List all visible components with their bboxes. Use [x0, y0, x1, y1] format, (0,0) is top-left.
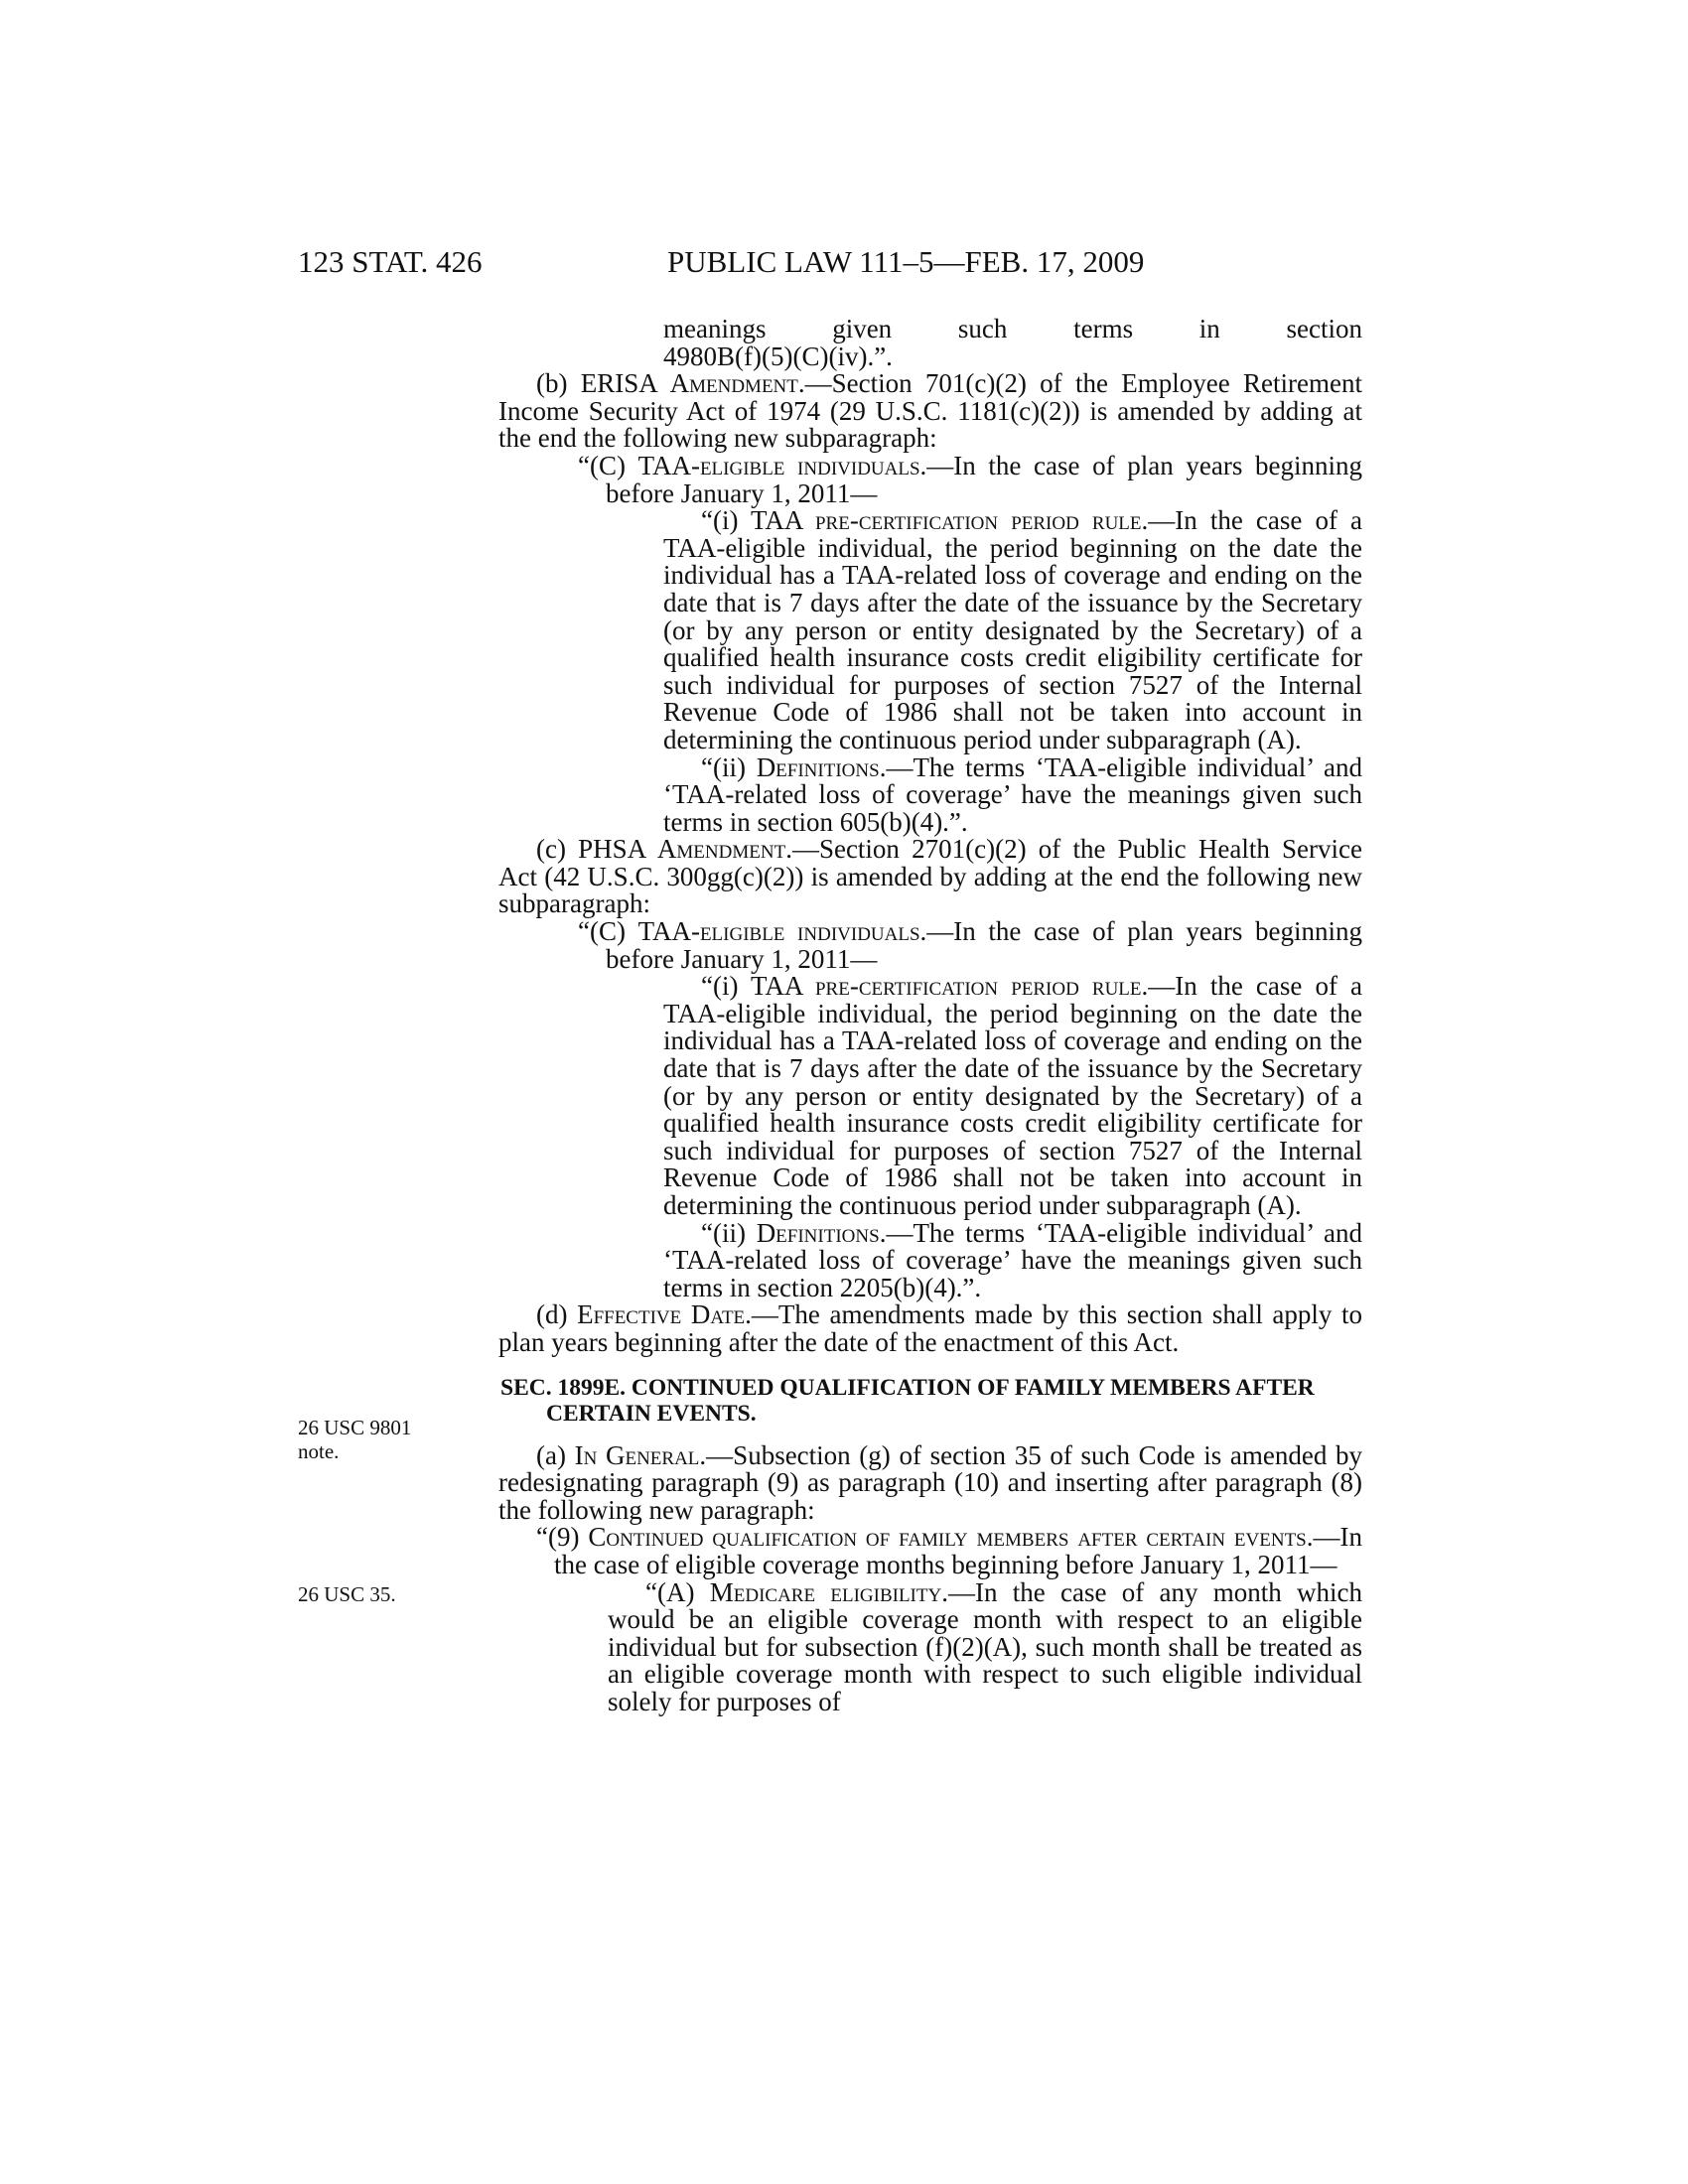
- clause-ii-heading: Definitions: [756, 1217, 880, 1248]
- clause-i-heading: pre-certification period rule: [814, 505, 1142, 536]
- subsection-b-clause-i: [498, 507, 1362, 753]
- subparagraph-a-text: .—In the case of any month which would be an eligible coverage month with respect to an eligible individual but for subsection (f)(2)(A), such month shall be treated as an eligible coverage month with respect to such eligible individual solely for purposes of: [608, 1576, 1363, 1716]
- clause-ii-number: “(ii): [701, 751, 757, 782]
- subsection-d: [498, 1301, 1362, 1356]
- paragraph-9-text: .—In the case of eligible coverage months beginning before January 1, 2011—: [554, 1522, 1363, 1579]
- subsection-a-text: .—Subsection (g) of section 35 of such Code is amended by redesignating paragraph (9) as paragraph (10) and inserting after paragraph (8) the following new paragraph:: [498, 1439, 1362, 1525]
- margin-note-9801: [298, 1416, 411, 1463]
- subsection-a: [498, 1439, 1362, 1525]
- subsection-d-heading: Effective Date: [577, 1299, 746, 1330]
- subsection-d-number: (d): [536, 1299, 578, 1330]
- subsection-b-subparagraph-c: [498, 450, 1362, 508]
- statute-body: [498, 316, 1362, 1716]
- margin-note-35: 26 USC 35.: [298, 1582, 396, 1606]
- clause-ii-text: .—The terms ‘TAA-eligible individual’ and ‘TAA-related loss of coverage’ have the meanings given such terms in section 2205(b)(4).”.: [663, 1217, 1362, 1302]
- section-heading: SEC. 1899E. CONTINUED QUALIFICATION OF FAMILY MEMBERS AFTER CERTAIN EVENTS.: [500, 1374, 1315, 1427]
- subsection-c-clause-ii: [498, 1217, 1362, 1302]
- subparagraph-c-text: .—In the case of plan years beginning before January 1, 2011—: [606, 916, 1362, 974]
- subsection-d-text: .—The amendments made by this section shall apply to plan years beginning after the date of the enactment of this Act.: [498, 1299, 1363, 1357]
- clause-i-text: .—In the case of a TAA-eligible individual, the period beginning on the date the individual has a TAA-related loss of coverage and ending on the date that is 7 days after the date of the issuance by the Secretary (or by any person or entity designated by the Secretary) of a qualified health insurance costs credit eligibility certificate for such individual for purposes of section 7527 of the Internal Revenue Code of 1986 shall not be taken into account in determining the continuous period under subparagraph (A).: [663, 971, 1362, 1220]
- paragraph-9-heading: Continued qualification of family members after certain events: [588, 1522, 1307, 1553]
- margin-note-9801-line2: note.: [298, 1439, 340, 1463]
- subsection-c-number: (c) PHSA: [536, 834, 657, 865]
- subsection-b-text: .—Section 701(c)(2) of the Employee Retirement Income Security Act of 1974 (29 U.S.C. 1181(c)(2)) is amended by adding at the end the following new subparagraph:: [498, 368, 1362, 454]
- clause-i-heading: pre-certification period rule: [814, 971, 1142, 1002]
- subsection-b: [498, 370, 1362, 453]
- subparagraph-c-text: .—In the case of plan years beginning before January 1, 2011—: [606, 450, 1362, 508]
- paragraph-9-number: “(9): [536, 1522, 589, 1553]
- subsection-c-clause-i: [498, 973, 1362, 1219]
- subparagraph-a: [498, 1576, 1363, 1716]
- page-running-header: PUBLIC LAW 111–5—FEB. 17, 2009: [667, 244, 1145, 279]
- subsection-a-number: (a): [536, 1439, 575, 1470]
- continuation-line-2: 4980B(f)(5)(C)(iv).”.: [663, 341, 893, 371]
- subparagraph-a-number: “(A): [645, 1576, 710, 1607]
- subsection-c: [498, 836, 1362, 918]
- paragraph-9: [498, 1524, 1362, 1578]
- clause-i-number: “(i) TAA: [701, 505, 815, 536]
- subsection-b-heading: Amendment: [669, 368, 798, 399]
- continuation-line-1: meanings given such terms in section: [663, 314, 1362, 343]
- subparagraph-a-heading: Medicare eligibility: [709, 1576, 942, 1607]
- subsection-b-clause-ii: [498, 751, 1362, 837]
- subparagraph-c-number: “(C): [578, 450, 638, 480]
- clause-i-number: “(i) TAA: [701, 971, 815, 1002]
- margin-note-9801-line1: 26 USC 9801: [298, 1416, 412, 1439]
- subsection-c-heading: Amendment: [656, 834, 786, 865]
- subsection-c-text: .—Section 2701(c)(2) of the Public Health Service Act (42 U.S.C. 300gg(c)(2)) is amended by adding at the end the following new subparagraph:: [498, 834, 1362, 919]
- subsection-a-heading: In General: [574, 1439, 700, 1470]
- clause-ii-number: “(ii): [701, 1217, 757, 1248]
- clause-i-text: .—In the case of a TAA-eligible individual, the period beginning on the date the individual has a TAA-related loss of coverage and ending on the date that is 7 days after the date of the issuance by the Secretary (or by any person or entity designated by the Secretary) of a qualified health insurance costs credit eligibility certificate for such individual for purposes of section 7527 of the Internal Revenue Code of 1986 shall not be taken into account in determining the continuous period under subparagraph (A).: [663, 505, 1362, 754]
- clause-ii-heading: Definitions: [756, 751, 880, 782]
- clause-ii-text: .—The terms ‘TAA-eligible individual’ and ‘TAA-related loss of coverage’ have the meanings given such terms in section 605(b)(4).”.: [663, 751, 1362, 837]
- subparagraph-c-heading: TAA-eligible individuals: [637, 916, 920, 947]
- subsection-b-number: (b) ERISA: [536, 368, 670, 399]
- subsection-c-subparagraph-c: [498, 918, 1362, 973]
- subparagraph-c-number: “(C): [578, 916, 638, 947]
- page-stat-citation: 123 STAT. 426: [298, 244, 483, 279]
- subparagraph-c-heading: TAA-eligible individuals: [637, 450, 920, 480]
